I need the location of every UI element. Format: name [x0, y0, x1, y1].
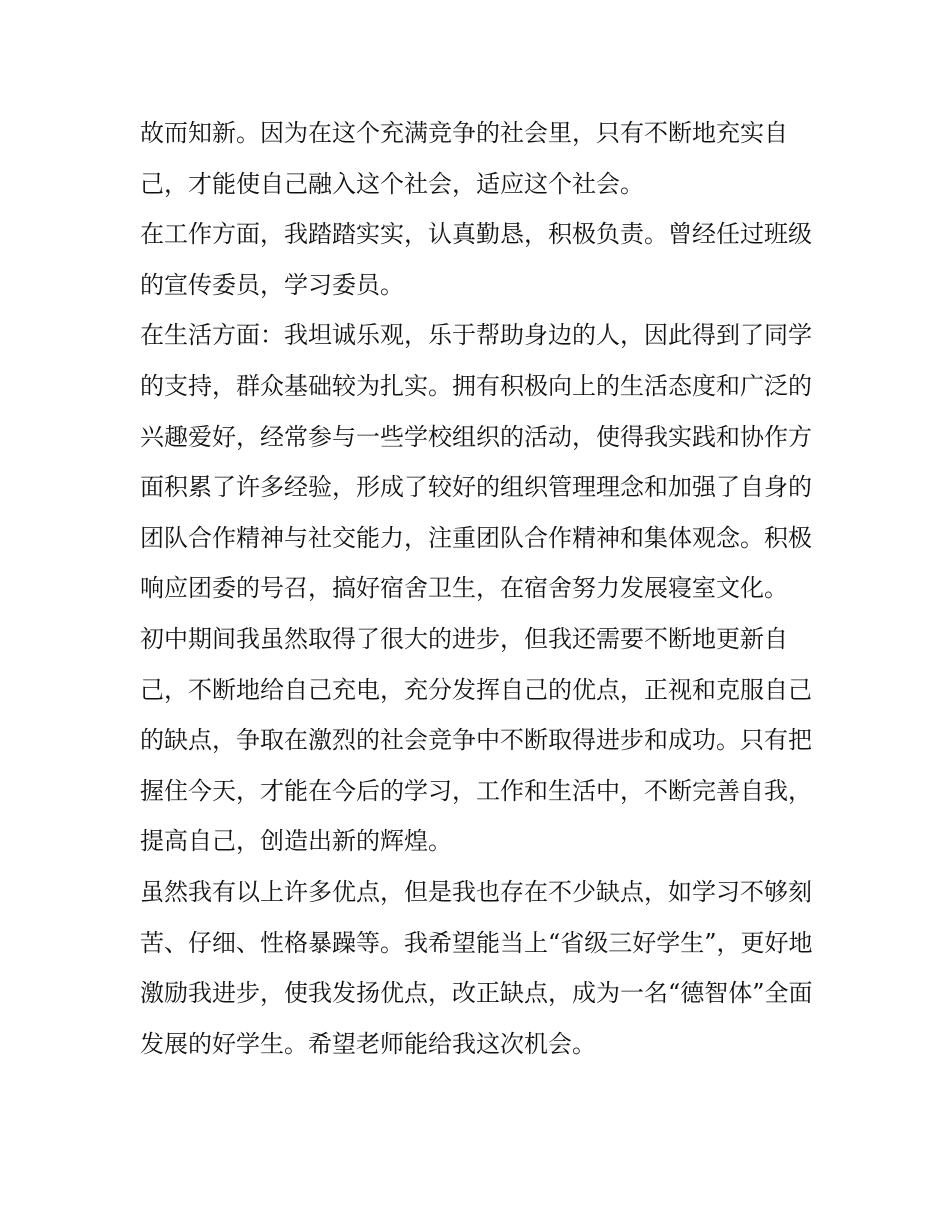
document-body — [140, 108, 820, 1069]
paragraph-shortcomings: 虽然我有以上许多优点，但是我也存在不少缺点，如学习不够刻苦、仔细、性格暴躁等。我希望能当上“省级三好学生”，更好地激励我进步，使我发扬优点，改正缺点，成为一名“德智体”全面发展的好学生。希望老师能给我这次机会。 — [140, 877, 813, 1058]
paragraph-intro-continuation: 故而知新。因为在这个充满竞争的社会里，只有不断地充实自己，才能使自己融入这个社会，适应这个社会。 — [140, 119, 788, 198]
paragraph-progress: 初中期间我虽然取得了很大的进步，但我还需要不断地更新自己，不断地给自己充电，充分发挥自己的优点，正视和克服自己的缺点，争取在激烈的社会竞争中不断取得进步和成功。只有把握住今天，才能在今后的学习，工作和生活中，不断完善自我，提高自己，创造出新的辉煌。 — [140, 624, 812, 856]
paragraph-work: 在工作方面，我踏踏实实，认真勤恳，积极负责。曾经任过班级的宣传委员，学习委员。 — [140, 220, 812, 299]
paragraph-life: 在生活方面：我坦诚乐观，乐于帮助身边的人，因此得到了同学的支持，群众基础较为扎实。拥有积极向上的生活态度和广泛的兴趣爱好，经常参与一些学校组织的活动，使得我实践和协作方面积累了许多经验，形成了较好的组织管理理念和加强了自身的团队合作精神与社交能力，注重团队合作精神和集体观念。积极响应团委的号召，搞好宿舍卫生，在宿舍努力发展寝室文化。 — [140, 321, 812, 603]
